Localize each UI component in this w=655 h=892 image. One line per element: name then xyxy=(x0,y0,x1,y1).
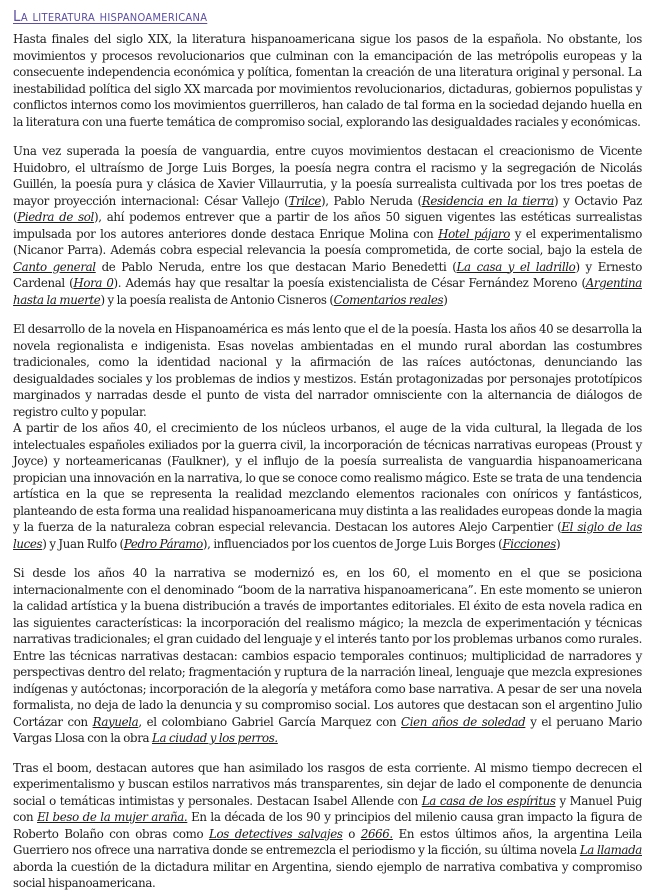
work-title-cien-anos-de-soledad: Cien años de soledad xyxy=(401,714,526,729)
work-title-residencia: Residencia en la tierra xyxy=(421,193,554,208)
text-run: ) xyxy=(443,292,448,307)
work-title-rayuela: Rayuela xyxy=(92,714,139,729)
work-title-el-beso-de-la-mujer-arana: El beso de la mujer araña. xyxy=(37,810,188,824)
text-run: ). Además hay que resaltar la poesía existencialista de César Fernández Moreno ( xyxy=(113,276,586,290)
work-title-la-casa-de-los-espiritus: La casa de los espíritus xyxy=(421,793,556,808)
text-run: ), influenciados por los cuentos de Jorge Luis Borges ( xyxy=(202,536,503,551)
text-run: Una vez superada la poesía de vanguardia, entre cuyos movimientos destacan el creacionismo de Vicente Huidobro, el ultraísmo de Jorge Luis Borges, la poesía negra contra el racismo y la segregación de Nicolás Guillén, la poesía pura y clásica de Xavier Villaurrutia, y la poesía surrealista cultivada por los tres poetas de mayor proyección internacional: César Vallejo ( xyxy=(13,144,642,208)
text-run: Si desde los años 40 la narrativa se modernizó es, en los 60, el momento en el que se posiciona internacionalmente con el denominado “boom de la narrativa hispanoamericana”. En este momento se unieron la calidad artística y la buena distribución a través de importantes editoriales. El éxito de esta novela radica en las siguientes características: la incorporación del realismo mágico; la mezcla de experimentación y técnicas narrativas tradicionales; el gran cuidado del lenguaje y el interés tanto por los problemas urbanos como rurales. Entre las técnicas narrativas destacan: cambios espacio temporales continuos; multiplicidad de narradores y perspectivas dentro del relato; fragmentación y ruptura de la narración lineal, lenguaje que mezcla expresiones indígenas y autóctonas; incorporación de la alegoría y metáfora como base narrativa. A pesar de ser una novela formalista, no deja de lado la denuncia y su compromiso social. Los autores que destacan son el argentino Julio Cortázar con xyxy=(13,566,642,729)
work-title-la-casa-y-el-ladrillo: La casa y el ladrillo xyxy=(456,259,576,274)
work-title-la-llamada: La llamada xyxy=(579,843,642,857)
work-title-ficciones: Ficciones xyxy=(502,536,556,551)
text-run: ) y la poesía realista de Antonio Cisneros ( xyxy=(100,292,334,307)
paragraph-post-boom xyxy=(13,760,642,892)
work-title-trilce: Trilce xyxy=(288,193,321,208)
work-title-la-ciudad-y-los-perros: La ciudad y los perros. xyxy=(151,731,278,745)
work-title-los-detectives-salvajes: Los detectives salvajes xyxy=(209,826,343,841)
text-run: ) y Juan Rulfo ( xyxy=(42,536,124,551)
work-title-2666: 2666. xyxy=(360,826,393,841)
text-run: y Manuel Puig con xyxy=(13,793,642,824)
text-run: En la década de los 90 y principios del milenio causa gran impacto la figura de Roberto Bolaño con obras como xyxy=(13,810,642,841)
work-title-pedro-paramo: Pedro Páramo xyxy=(123,536,203,551)
text-run: y el peruano Mario Vargas Llosa con la obra xyxy=(13,714,643,745)
text-run: aborda la cuestión de la dictadura militar en Argentina, siendo ejemplo de narrativa combativa y compromiso social hispanoamericana. xyxy=(13,859,642,890)
work-title-comentarios-reales: Comentarios reales xyxy=(333,292,444,307)
text-run: o xyxy=(342,826,361,841)
paragraph-intro: Hasta finales del siglo XIX, la literatura hispanoamericana sigue los pasos de la española. No obstante, los movimientos y procesos revolucionarios que culminan con la emancipación de las metrópolis europeas y la consecuente independencia económica y política, fomentan la creación de una literatura original y personal. La inestabilidad política del siglo XX marcada por movimientos revolucionarios, dictaduras, gobiernos populistas y conflictos internos como los movimientos guerrilleros, han calado de tal forma en la sociedad dejando huella en la literatura con una fuerte temática de compromiso social, explorando las desigualdades raciales y económicas. xyxy=(13,32,642,129)
work-title-hora-0: Hora 0 xyxy=(73,276,114,290)
page-title: La literatura hispanoamericana xyxy=(13,7,208,25)
work-title-canto-general: Canto general xyxy=(13,259,96,274)
paragraph-novela-regionalista: El desarrollo de la novela en Hispanoamérica es más lento que el de la poesía. Hasta los años 40 se desarrolla la novela regionalista e indigenista. Esas novelas ambientadas en el mundo rural abordan las costumbres tradicionales, como la identidad nacional y la afirmación de las raíces autóctonas, denunciando las desigualdades sociales y los problemas de indios y mestizos. Están protagonizadas por personajes prototípicos marginados y narradas desde el punto de vista del narrador omnisciente con la alternancia de diálogos de registro culto y popular. xyxy=(13,322,642,419)
text-run: y el experimentalismo (Nicanor Parra). Además cobra especial relevancia la poesía comprometida, de corte social, bajo la estela de xyxy=(13,226,642,257)
paragraph-poesia xyxy=(13,143,642,308)
text-run: Tras el boom, destacan autores que han asimilado los rasgos de esta corriente. Al mismo tiempo decrecen el experimentalismo y buscan estilos narrativos más transparentes, sin dejar de lado el componente de denuncia social o temáticas intimistas y personales. Destacan Isabel Allende con xyxy=(13,760,642,808)
text-run: ) y Octavio Paz ( xyxy=(13,193,643,224)
text-run: A partir de los años 40, el crecimiento de los núcleos urbanos, el auge de la vida cultural, la llegada de los intelectuales españoles exiliados por la guerra civil, la incorporación de técnicas narrativas europeas (Proust y Joyce) y norteamericanas (Faulkner), y el influjo de la poesía surrealista de vanguardia hispanoamericana propician una innovación en la narrativa, lo que se conoce como realismo mágico. Este se trata de una tendencia artística en la que se representa la realidad mezclando elementos racionales con oníricos y fantásticos, planteando de esta forma una realidad hispanoamericana muy distinta a las realidades europeas donde la magia y la fuerza de la naturaleza cobran especial relevancia. Destacan los autores Alejo Carpentier ( xyxy=(13,421,642,534)
work-title-piedra-de-sol: Piedra de sol xyxy=(17,210,94,224)
text-run: ) xyxy=(555,536,561,551)
paragraph-boom xyxy=(13,565,642,747)
text-run: ), Pablo Neruda ( xyxy=(320,193,422,208)
paragraph-realismo-magico xyxy=(13,420,642,552)
work-title-argentina-hasta-la-muerte: Argentina hasta la muerte xyxy=(13,276,642,307)
text-run: ) y Ernesto Cardenal ( xyxy=(13,259,642,290)
work-title-el-siglo-de-las-luces: El siglo de las luces xyxy=(13,520,642,551)
work-title-hotel-pajaro: Hotel pájaro xyxy=(438,226,510,241)
text-run: ), ahí podemos entrever que a partir de los años 50 siguen vigentes las estéticas surrealistas impulsada por los autores anteriores donde destaca Enrique Molina con xyxy=(13,210,642,241)
text-run: de Pablo Neruda, entre los que destacan Mario Benedetti ( xyxy=(95,259,457,274)
text-run: En estos últimos años, la argentina Leila Guerriero nos ofrece una narrativa donde se entremezcla el periodismo y la ficción, su última novela xyxy=(13,826,642,857)
text-run: , el colombiano Gabriel García Marquez con xyxy=(138,714,402,729)
